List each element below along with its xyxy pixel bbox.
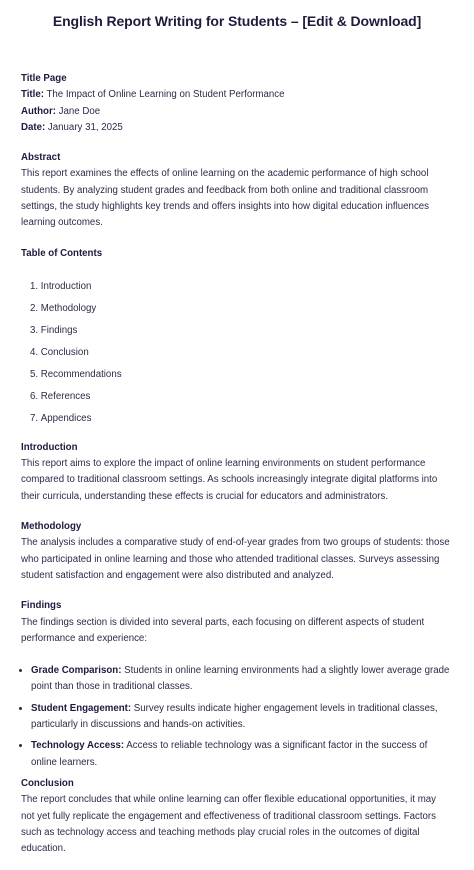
finding-text: Survey results indicate higher engagement levels in traditional classes, particularly in discussions and hands-on activities. [31,702,438,731]
title-label: Title: [21,89,44,101]
findings-intro: The findings section is divided into several parts, each focusing on different aspects of student performance and experience: [21,616,425,644]
toc-item: 6. References [30,389,451,405]
date-value: January 31, 2025 [45,121,123,133]
title-value: The Impact of Online Learning on Student Performance [43,89,285,101]
toc-item: 4. Conclusion [30,345,451,361]
findings-list [21,663,451,771]
report-body [21,71,451,857]
author-line [21,104,451,120]
finding-label: Grade Comparison: [31,665,122,677]
conclusion-text: The report concludes that while online learning can offer flexible educational opportunities, it may not yet fully replicate the engagement and effectiveness of traditional classroom settings. Factors such as technology access and teaching methods play crucial roles in the outcomes of digital education. [21,794,437,855]
finding-item [31,663,451,696]
page-title: English Report Writing for Students – [Edit & Download] [52,13,422,29]
abstract-text: This report examines the effects of online learning on the academic performance of high school students. By analyzing student grades and feedback from both online and traditional classroom settings, the study highlights key trends and offers insights into how digital education influences learning outcomes. [21,168,430,229]
introduction-heading: Introduction [21,441,78,453]
title-line [21,87,451,103]
author-value: Jane Doe [55,105,101,117]
title-page-heading: Title Page [21,73,67,84]
toc-item: 7. Appendices [30,411,451,427]
finding-text: Access to reliable technology was a significant factor in the success of online learners. [31,740,428,768]
methodology-heading: Methodology [21,521,82,533]
toc-item: 1. Introduction [30,279,451,295]
date-line [21,120,451,136]
abstract-heading: Abstract [21,152,61,164]
finding-label: Student Engagement: [31,702,132,714]
finding-label: Technology Access: [31,740,125,752]
finding-text: Students in online learning environments had a slightly lower average grade point than those in traditional classes. [31,665,450,693]
toc-item: 3. Findings [30,323,451,339]
date-label: Date: [21,121,46,133]
introduction-text: This report aims to explore the impact of online learning environments on student performance compared to traditional classroom settings. As schools increasingly integrate digital platforms into their curricula, understanding these effects is crucial for educators and administrators. [21,458,438,502]
finding-item [31,701,451,734]
conclusion-heading: Conclusion [21,777,74,789]
toc-item: 2. Methodology [30,301,451,317]
author-label: Author: [21,105,56,117]
methodology-text: The analysis includes a comparative study of end-of-year grades from two groups of students: those who participated in online learning and those who attended traditional classes. Surveys assessing student satisfaction and engagement were also distributed and analyzed. [21,537,450,581]
toc-heading: Table of Contents [21,247,103,259]
finding-item [31,738,451,771]
findings-heading: Findings [21,600,62,612]
toc-item: 5. Recommendations [30,367,451,383]
toc-list [21,279,451,427]
